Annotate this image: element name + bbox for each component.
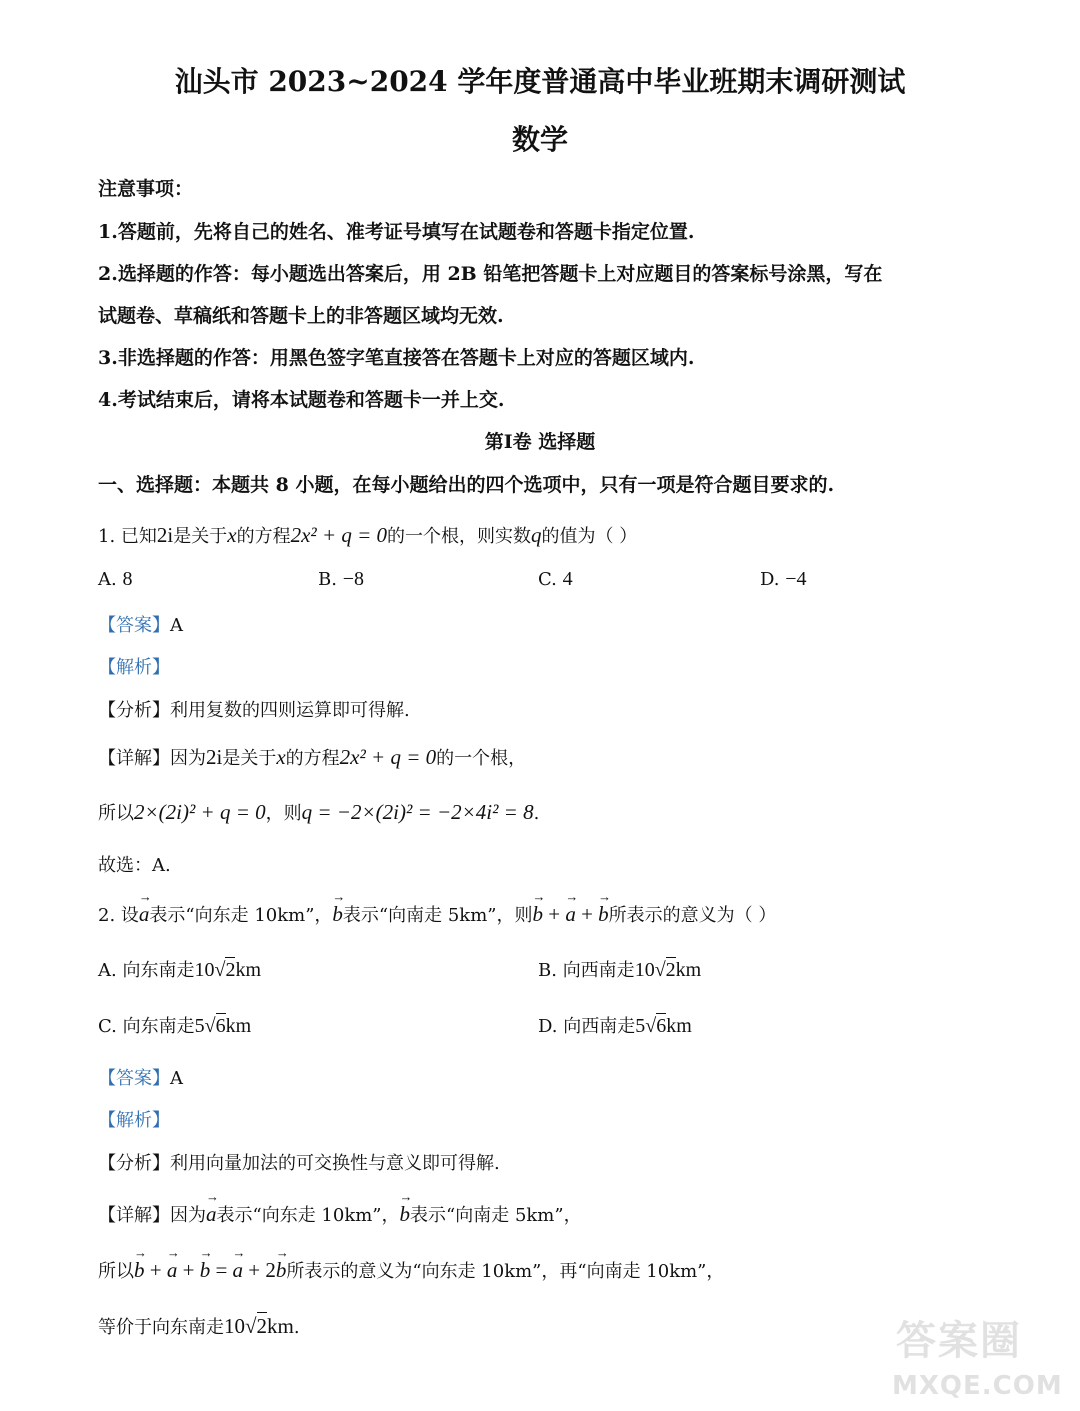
- q1-option-c: [538, 568, 573, 591]
- option-value: −4: [785, 568, 807, 590]
- vector-a: → a: [565, 898, 576, 927]
- q2-analysis-tag: 【解析】: [98, 1110, 170, 1131]
- detail-text: 【详解】因为: [98, 1205, 206, 1226]
- q2-vector-identity: → b + → a + → b = → a + 2→ b: [134, 1258, 286, 1282]
- answer-value: A: [170, 615, 183, 636]
- vector-b: → b: [134, 1254, 145, 1283]
- q2-option-a: [98, 956, 261, 982]
- part-heading: 一、选择题：本题共 8 小题，在每小题给出的四个选项中，只有一项是符合题目要求的.: [98, 474, 835, 496]
- option-coef: 10: [634, 959, 655, 981]
- detail-text: 表示“向南走 5km”，: [410, 1205, 582, 1226]
- option-label: A.: [98, 569, 117, 590]
- q1-stem-var: q: [531, 523, 542, 547]
- calc-text: ，则: [265, 803, 302, 824]
- q1-option-a: [98, 568, 132, 591]
- option-coef: 5: [635, 1015, 646, 1037]
- q1-fenxi: 【分析】利用复数的四则运算即可得解.: [98, 700, 410, 721]
- subject-title: 数学: [511, 123, 568, 156]
- sqrt-symbol: √: [654, 959, 666, 981]
- option-text: 向西南走: [563, 1016, 636, 1037]
- sqrt-symbol: √: [204, 1015, 216, 1037]
- calc-equation: 2×(2i)² + q = 0: [134, 800, 266, 824]
- q1-stem-equation: 2x² + q = 0: [290, 523, 388, 547]
- q1-detail: [98, 744, 526, 770]
- detail-var: x: [276, 745, 286, 769]
- equiv-coef: 10: [224, 1314, 245, 1338]
- q2-equivalence: [98, 1313, 300, 1339]
- q2-option-d: [538, 1012, 692, 1038]
- q2-stem-text: 所表示的意义为（ ）: [608, 905, 777, 926]
- watermark-bottom-text: MXQE.COM: [892, 1371, 1063, 1401]
- q2-detail: [98, 1198, 582, 1227]
- question-2-stem: [98, 898, 776, 927]
- notice-heading: 注意事项：: [98, 178, 194, 200]
- option-label: B.: [538, 960, 557, 981]
- vector-b: → b: [400, 1198, 411, 1227]
- option-unit: km: [666, 1015, 692, 1037]
- q2-stem-text: 表示“向东走 10km”，: [149, 905, 333, 926]
- vector-b: → b: [598, 898, 609, 927]
- option-label: D.: [760, 569, 780, 590]
- equiv-text: 等价于向东南走: [98, 1317, 224, 1338]
- detail-text: 【详解】因为: [98, 748, 206, 769]
- q1-stem-text: 的一个根，则实数: [387, 526, 532, 547]
- option-unit: km: [675, 959, 702, 981]
- option-label: A.: [98, 960, 117, 981]
- q1-calculation: [98, 799, 539, 825]
- detail-math: 2i: [206, 745, 223, 769]
- equiv-radicand: 2: [256, 1314, 268, 1338]
- option-value: 8: [122, 568, 133, 590]
- calc-equation: q = −2×(2i)² = −2×4i² = 8: [301, 800, 534, 824]
- vector-b: → b: [276, 1254, 287, 1283]
- calc-text: 所以: [98, 803, 134, 824]
- detail-text: 表示“向东走 10km”，: [216, 1205, 400, 1226]
- q1-stem-text: 1. 已知: [98, 526, 157, 547]
- answer-tag: 【答案】: [98, 1068, 170, 1089]
- notice-item-2: 2.选择题的作答：每小题选出答案后，用 2B 铅笔把答题卡上对应题目的答案标号涂黑，写在: [98, 263, 883, 285]
- q1-option-d: [760, 568, 807, 591]
- option-label: C.: [538, 569, 557, 590]
- vector-a: → a: [167, 1254, 178, 1283]
- notice-item-1: 1.答题前，先将自己的姓名、准考证号填写在试题卷和答题卡指定位置.: [98, 221, 695, 243]
- vector-a: → a: [206, 1198, 217, 1227]
- equiv-unit: km: [267, 1314, 294, 1338]
- q2-option-b: [538, 956, 701, 982]
- detail-text: 的方程: [285, 748, 340, 769]
- watermark-top-text: 答案圈: [896, 1318, 1022, 1364]
- calc-text: 所以: [98, 1261, 134, 1282]
- detail-equation: 2x² + q = 0: [339, 745, 437, 769]
- exam-title: 汕头市 2023~2024 学年度普通高中毕业班期末调研测试: [174, 65, 906, 98]
- q1-answer: [98, 611, 183, 637]
- q1-stem-text: 的值为（ ）: [541, 526, 638, 547]
- q2-stem-text: 2. 设: [98, 905, 139, 926]
- vector-b: → b: [332, 898, 343, 927]
- notice-item-4: 4.考试结束后，请将本试题卷和答题卡一并上交.: [98, 389, 505, 411]
- q1-analysis-tag: 【解析】: [98, 657, 170, 678]
- q2-answer: [98, 1064, 183, 1090]
- q1-stem-var: x: [227, 523, 237, 547]
- option-unit: km: [235, 959, 262, 981]
- q2-option-c: [98, 1012, 251, 1038]
- option-radicand: 6: [215, 1015, 226, 1037]
- vector-a: → a: [139, 898, 150, 927]
- sqrt-symbol: √: [245, 1314, 257, 1338]
- answer-tag: 【答案】: [98, 615, 170, 636]
- option-value: 4: [562, 568, 573, 590]
- vector-a: → a: [233, 1254, 244, 1283]
- watermark-logo: [892, 1307, 1062, 1403]
- option-text: 向东南走: [122, 960, 195, 981]
- question-1-stem: [98, 522, 637, 548]
- notice-item-3: 3.非选择题的作答：用黑色签字笔直接答在答题卡上对应的答题区域内.: [98, 347, 695, 369]
- option-label: D.: [538, 1016, 558, 1037]
- sqrt-symbol: √: [214, 959, 226, 981]
- option-value: −8: [342, 568, 364, 590]
- q1-stem-text: 是关于: [173, 526, 228, 547]
- vector-b: → b: [532, 898, 543, 927]
- option-radicand: 2: [665, 959, 676, 981]
- option-text: 向东南走: [122, 1016, 195, 1037]
- q1-stem-text: 的方程: [236, 526, 291, 547]
- answer-value: A: [170, 1068, 183, 1089]
- sqrt-symbol: √: [645, 1015, 657, 1037]
- notice-item-2-cont: 试题卷、草稿纸和答题卡上的非答题区域均无效.: [98, 305, 504, 327]
- vector-b: → b: [200, 1254, 211, 1283]
- q1-stem-math: 2i: [156, 523, 174, 547]
- q2-fenxi: 【分析】利用向量加法的可交换性与意义即可得解.: [98, 1153, 500, 1174]
- option-radicand: 2: [225, 959, 236, 981]
- option-label: B.: [318, 569, 337, 590]
- q2-vector-sum: → b + → a + → b: [532, 902, 608, 926]
- calc-text: 所表示的意义为“向东走 10km”，再“向南走 10km”，: [286, 1261, 725, 1282]
- option-radicand: 6: [656, 1015, 667, 1037]
- q2-calculation: [98, 1254, 724, 1283]
- equiv-text: .: [293, 1317, 300, 1338]
- option-label: C.: [98, 1016, 117, 1037]
- q1-choice: 故选：A.: [98, 855, 171, 876]
- detail-text: 的一个根，: [436, 748, 527, 769]
- q1-option-b: [318, 568, 364, 591]
- option-text: 向西南走: [562, 960, 635, 981]
- option-unit: km: [225, 1015, 252, 1037]
- option-coef: 5: [194, 1015, 205, 1037]
- option-coef: 10: [194, 959, 215, 981]
- detail-text: 是关于: [222, 748, 277, 769]
- calc-text: .: [533, 803, 540, 824]
- volume-heading: 第Ⅰ卷 选择题: [484, 431, 596, 453]
- q2-stem-text: 表示“向南走 5km”，则: [342, 905, 533, 926]
